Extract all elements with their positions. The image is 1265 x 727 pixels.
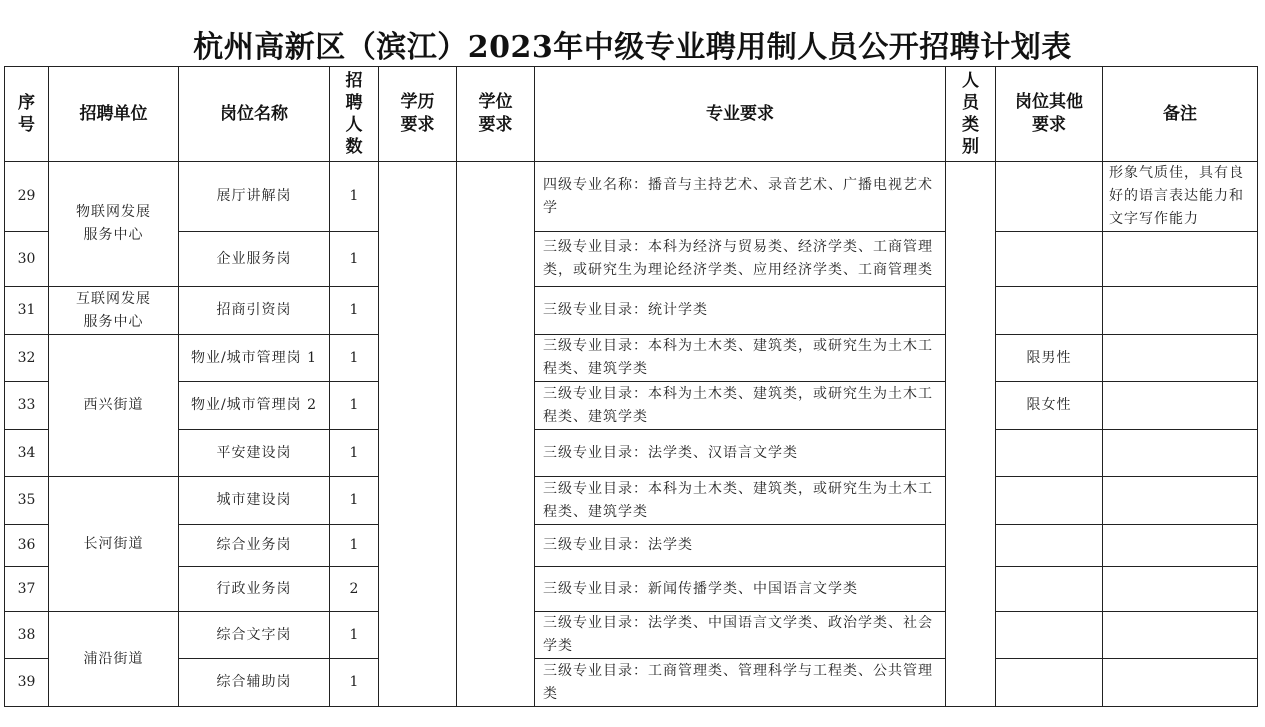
major-cell: 三级专业目录：法学类 [535, 525, 946, 567]
note-cell: 形象气质佳，具有良好的语言表达能力和文字写作能力 [1103, 162, 1258, 232]
edu-cell [379, 162, 457, 707]
major-cell: 三级专业目录：工商管理类、管理科学与工程类、公共管理类 [535, 659, 946, 707]
table-row [5, 335, 1258, 382]
table-row [5, 567, 1258, 612]
note-cell [1103, 335, 1258, 382]
seq-cell: 33 [5, 382, 49, 430]
count-cell: 1 [330, 430, 379, 477]
header-major: 专业要求 [535, 67, 946, 162]
header-edu: 学历要求 [379, 67, 457, 162]
post-cell: 综合辅助岗 [179, 659, 330, 707]
table-row [5, 232, 1258, 287]
header-row [5, 67, 1258, 162]
table-row [5, 477, 1258, 525]
major-cell: 三级专业目录：本科为经济与贸易类、经济学类、工商管理类，或研究生为理论经济学类、应用经济学类、工商管理类 [535, 232, 946, 287]
header-category: 人员类别 [946, 67, 996, 162]
page-title: 杭州高新区（滨江）2023年中级专业聘用制人员公开招聘计划表 [193, 30, 1072, 65]
seq-cell: 35 [5, 477, 49, 525]
note-cell [1103, 287, 1258, 335]
count-cell: 1 [330, 477, 379, 525]
header-degree: 学位要求 [457, 67, 535, 162]
seq-cell: 29 [5, 162, 49, 232]
other-cell [996, 287, 1103, 335]
seq-cell: 39 [5, 659, 49, 707]
seq-cell: 37 [5, 567, 49, 612]
header-seq: 序号 [5, 67, 49, 162]
unit-cell: 长河街道 [49, 477, 179, 612]
count-cell: 1 [330, 382, 379, 430]
major-cell: 三级专业目录：本科为土木类、建筑类，或研究生为土木工程类、建筑学类 [535, 382, 946, 430]
note-cell [1103, 659, 1258, 707]
note-cell [1103, 612, 1258, 659]
table-row [5, 382, 1258, 430]
major-cell: 三级专业目录：本科为土木类、建筑类，或研究生为土木工程类、建筑学类 [535, 477, 946, 525]
unit-cell: 浦沿街道 [49, 612, 179, 707]
header-count: 招聘人数 [330, 67, 379, 162]
table-row [5, 659, 1258, 707]
other-cell [996, 430, 1103, 477]
post-cell: 展厅讲解岗 [179, 162, 330, 232]
major-cell: 三级专业目录：统计学类 [535, 287, 946, 335]
note-cell [1103, 477, 1258, 525]
post-cell: 行政业务岗 [179, 567, 330, 612]
seq-cell: 32 [5, 335, 49, 382]
count-cell: 2 [330, 567, 379, 612]
seq-cell: 38 [5, 612, 49, 659]
post-cell: 综合业务岗 [179, 525, 330, 567]
major-cell: 三级专业目录：法学类、中国语言文学类、政治学类、社会学类 [535, 612, 946, 659]
major-cell: 三级专业目录：本科为土木类、建筑类，或研究生为土木工程类、建筑学类 [535, 335, 946, 382]
other-cell [996, 567, 1103, 612]
table-row [5, 162, 1258, 232]
header-other: 岗位其他要求 [996, 67, 1103, 162]
recruitment-plan-table [4, 66, 1258, 707]
major-cell: 三级专业目录：新闻传播学类、中国语言文学类 [535, 567, 946, 612]
count-cell: 1 [330, 287, 379, 335]
table-row [5, 525, 1258, 567]
count-cell: 1 [330, 525, 379, 567]
header-post: 岗位名称 [179, 67, 330, 162]
post-cell: 物业/城市管理岗 1 [179, 335, 330, 382]
degree-cell [457, 162, 535, 707]
post-cell: 城市建设岗 [179, 477, 330, 525]
post-cell: 招商引资岗 [179, 287, 330, 335]
count-cell: 1 [330, 162, 379, 232]
other-cell [996, 162, 1103, 232]
table-row [5, 430, 1258, 477]
header-note: 备注 [1103, 67, 1258, 162]
post-cell: 综合文字岗 [179, 612, 330, 659]
unit-cell: 互联网发展 服务中心 [49, 287, 179, 335]
note-cell [1103, 567, 1258, 612]
major-cell: 三级专业目录：法学类、汉语言文学类 [535, 430, 946, 477]
other-cell [996, 232, 1103, 287]
other-cell: 限男性 [996, 335, 1103, 382]
count-cell: 1 [330, 659, 379, 707]
note-cell [1103, 232, 1258, 287]
seq-cell: 31 [5, 287, 49, 335]
other-cell [996, 525, 1103, 567]
table-row [5, 612, 1258, 659]
post-cell: 企业服务岗 [179, 232, 330, 287]
note-cell [1103, 430, 1258, 477]
unit-cell: 物联网发展 服务中心 [49, 162, 179, 287]
other-cell: 限女性 [996, 382, 1103, 430]
unit-cell: 西兴街道 [49, 335, 179, 477]
seq-cell: 34 [5, 430, 49, 477]
post-cell: 平安建设岗 [179, 430, 330, 477]
seq-cell: 36 [5, 525, 49, 567]
post-cell: 物业/城市管理岗 2 [179, 382, 330, 430]
count-cell: 1 [330, 232, 379, 287]
table-row [5, 287, 1258, 335]
other-cell [996, 477, 1103, 525]
other-cell [996, 659, 1103, 707]
seq-cell: 30 [5, 232, 49, 287]
major-cell: 四级专业名称：播音与主持艺术、录音艺术、广播电视艺术学 [535, 162, 946, 232]
note-cell [1103, 382, 1258, 430]
header-unit: 招聘单位 [49, 67, 179, 162]
other-cell [996, 612, 1103, 659]
category-cell [946, 162, 996, 707]
note-cell [1103, 525, 1258, 567]
count-cell: 1 [330, 335, 379, 382]
count-cell: 1 [330, 612, 379, 659]
